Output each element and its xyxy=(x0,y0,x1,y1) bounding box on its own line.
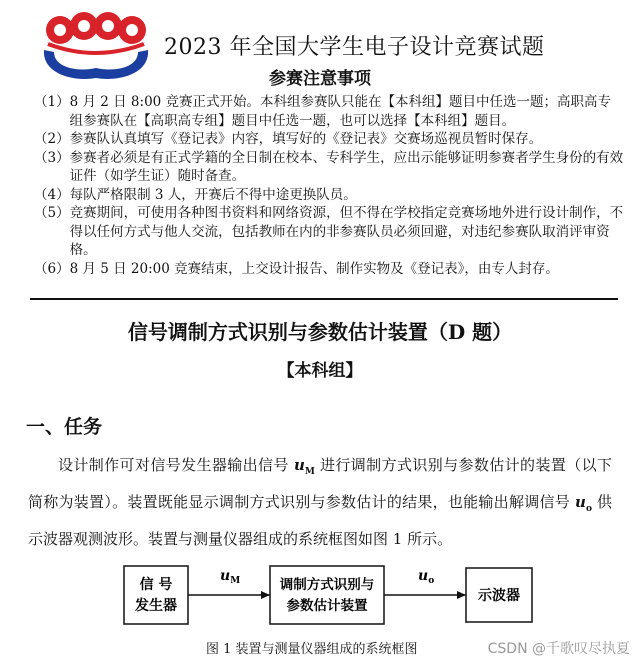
rule-number: （6） xyxy=(34,260,70,277)
task-text: 设计制作可对信号发生器输出信号 xyxy=(58,456,294,474)
section-divider xyxy=(30,298,618,300)
problem-title: 信号调制方式识别与参数估计装置（D 题） xyxy=(127,320,513,344)
rule-text: 每队严格限制 3 人，开赛后不得中途更换队员。 xyxy=(69,186,357,203)
task-paragraph xyxy=(28,450,612,554)
signal-generator-label: 发生器 xyxy=(135,598,177,614)
notice-rules xyxy=(34,93,624,278)
notice-title: 参赛注意事项 xyxy=(269,69,371,89)
exam-title: 2023 年全国大学生电子设计竞赛试题 xyxy=(164,35,545,60)
modulation-device-box xyxy=(270,566,384,624)
rule-number: （1） xyxy=(34,94,70,110)
rule-item xyxy=(34,130,624,149)
modulation-device-label: 调制方式识别与 xyxy=(279,577,375,593)
rule-number: （2） xyxy=(34,131,70,147)
task-text: 供示波器观测波形。装置与测量仪器组成的系统框图如图 1 所示。 xyxy=(28,493,612,548)
signal-generator-label: 信 号 xyxy=(139,577,173,593)
arrow-um-label: $u_M$ xyxy=(220,568,241,586)
rule-item xyxy=(34,93,624,130)
arrow-uo-label: $u_o$ xyxy=(418,568,435,586)
rule-item xyxy=(34,186,624,205)
oscilloscope-label: 示波器 xyxy=(478,588,520,604)
rule-text: 8 月 2 日 8:00 竞赛正式开始。本科组参赛队只能在【本科组】题目中任选一题；高职高专组参赛队在【高职高专组】题目中任选一题，也可以选择【本科组】题目。 xyxy=(69,94,612,129)
rule-item xyxy=(34,149,624,186)
csdn-watermark: CSDN @千歌叹尽执夏 xyxy=(487,641,630,657)
section-heading: 一、任务 xyxy=(26,416,103,438)
rule-item xyxy=(34,260,624,279)
problem-group: 【本科组】 xyxy=(277,361,363,381)
task-text: 进行调制方式识别与参数估计的装置（以下简称为装置）。装置既能显示调制方式识别与参数估计的结果，也能输出解调信号 xyxy=(28,456,612,511)
rule-item xyxy=(34,204,624,260)
rule-number: （5） xyxy=(34,205,70,221)
rule-number: （4） xyxy=(34,186,70,203)
figure-caption: 图 1 装置与测量仪器组成的系统框图 xyxy=(206,642,418,657)
rule-number: （3） xyxy=(34,149,70,166)
signal-generator-box xyxy=(124,566,188,624)
rule-text: 参赛者必须是有正式学籍的全日制在校本、专科学生，应出示能够证明参赛者学生身份的有效证件（如学生证）随时备查。 xyxy=(69,149,624,184)
rule-text: 8 月 5 日 20:00 竞赛结束，上交设计报告、制作实物及《登记表》，由专人封存。 xyxy=(69,260,559,277)
rule-text: 竞赛期间，可使用各种图书资料和网络资源，但不得在学校指定竞赛场地外进行设计制作，不得以任何方式与他人交流，包括教师在内的非参赛队员必须回避，对违纪参赛队取消评审资格。 xyxy=(69,205,624,258)
modulation-device-label: 参数估计装置 xyxy=(286,598,368,614)
rule-text: 参赛队认真填写《登记表》内容，填写好的《登记表》交赛场巡视员暂时保存。 xyxy=(69,131,543,147)
signal-symbol: $u_M$ xyxy=(293,456,315,477)
signal-symbol: $u_o$ xyxy=(575,493,592,514)
